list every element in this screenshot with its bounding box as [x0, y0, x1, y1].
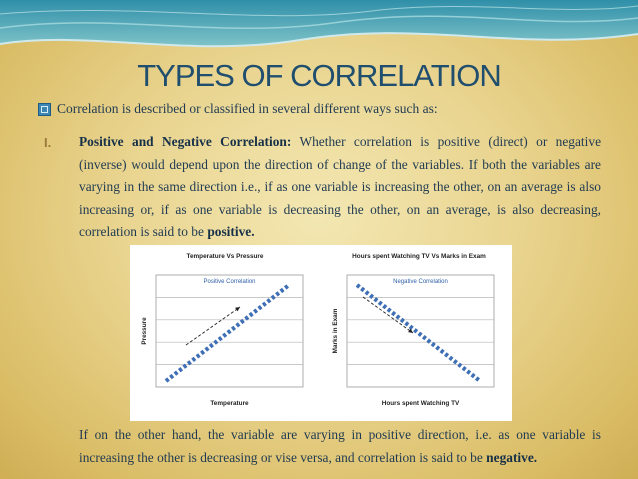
y-axis-label: Pressure [141, 317, 148, 345]
annotation-label: Positive Correlation [203, 279, 256, 285]
chart-panel-1 [156, 275, 303, 387]
arrow-head [408, 329, 413, 333]
chart-panel-2 [347, 275, 494, 387]
y-axis-label: Marks in Exam [332, 308, 339, 354]
intro-bullet [38, 101, 438, 117]
checkbox-bullet-icon [38, 103, 51, 116]
item-number: I. [44, 135, 52, 150]
annotation-label: Negative Correlation [393, 279, 448, 285]
direction-arrow [363, 297, 413, 333]
item-paragraph [79, 131, 601, 244]
slide-title: TYPES OF CORRELATION [137, 58, 501, 93]
correlation-figure [130, 245, 512, 421]
closing-paragraph [79, 424, 601, 469]
closing-text: If on the other hand, the variable are varying in positive direction, i.e. as one variable is increasing the other is decreasing or vise versa, and correlation is said to be [79, 427, 601, 465]
chart-title: Temperature Vs Pressure [186, 253, 264, 260]
header-decoration [0, 0, 638, 60]
item-text: Whether correlation is positive (direct) or negative (inverse) would depend upon the direction of change of the variables. If both the variables are varying in the same direction i.e., if as one variable is increasing the other, on an average is also increasing or, if as one variable is decreasing the other, on an average, is also decreasing, correlation is said to be [79, 134, 602, 239]
x-axis-label: Hours spent Watching TV [381, 400, 460, 407]
direction-arrow [186, 307, 240, 345]
intro-text: Correlation is described or classified in several different ways such as: [57, 101, 438, 116]
closing-bold-end: negative. [486, 449, 538, 465]
chart-title: Hours spent Watching TV Vs Marks in Exam [352, 253, 486, 260]
x-axis-label: Temperature [210, 400, 249, 407]
arrow-head [235, 307, 240, 311]
item-heading: Positive and Negative Correlation: [79, 134, 292, 149]
item-bold-end: positive. [207, 224, 255, 239]
